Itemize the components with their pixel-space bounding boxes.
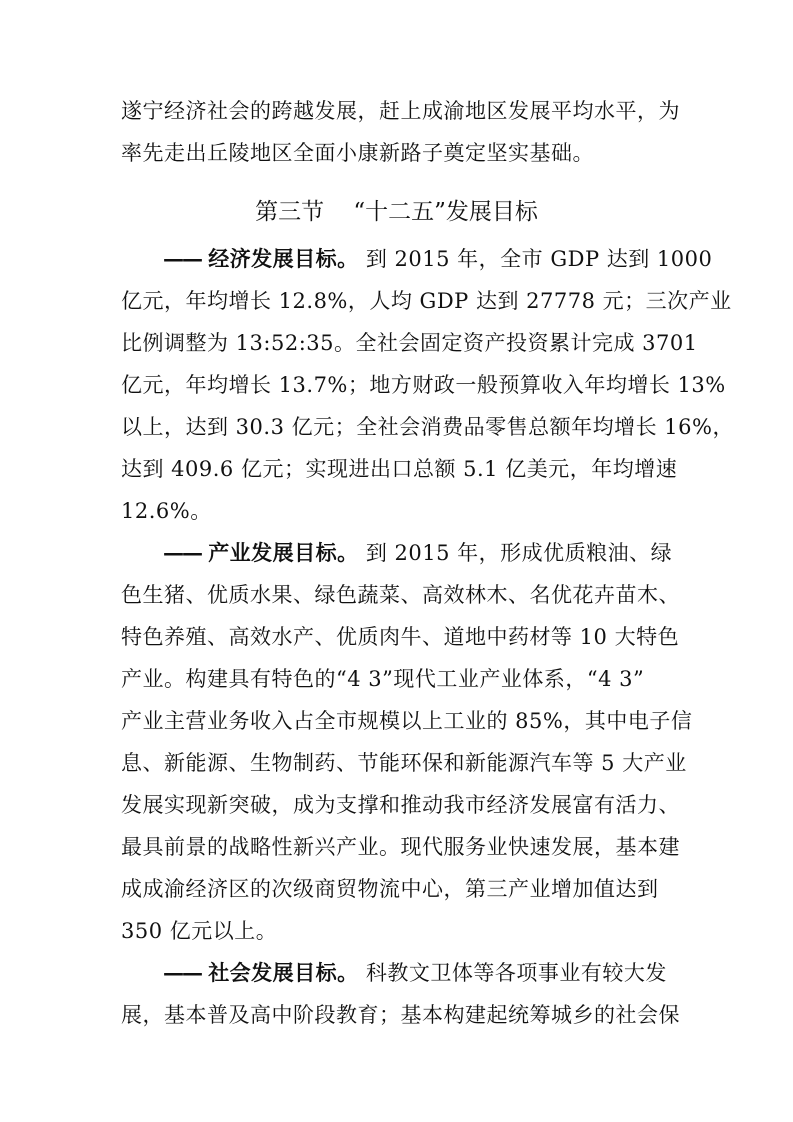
industry-line-5: 产业主营业务收入占全市规模以上工业的 85%，其中电子信	[121, 709, 693, 733]
industry-first-line-text: 到 2015 年，形成优质粮油、绿	[358, 541, 673, 565]
economic-dash: ——	[163, 246, 201, 271]
industry-title: 产业发展目标。	[208, 540, 359, 565]
industry-line-10: 350 亿元以上。	[121, 919, 278, 943]
industry-line-6: 息、新能源、生物制药、节能环保和新能源汽车等 5 大产业	[121, 751, 687, 775]
industry-line-7: 发展实现新突破，成为支撑和推动我市经济发展富有活力、	[121, 793, 680, 817]
industry-line-2: 色生猪、优质水果、绿色蔬菜、高效林木、名优花卉苗木、	[121, 583, 680, 607]
social-line-2: 展，基本普及高中阶段教育；基本构建起统筹城乡的社会保	[121, 1003, 680, 1027]
economic-first-line-text: 到 2015 年，全市 GDP 达到 1000	[358, 247, 713, 271]
economic-line-6: 达到 409.6 亿元；实现进出口总额 5.1 亿美元，年均增速	[121, 457, 678, 481]
industry-line-1	[121, 538, 723, 568]
social-title: 社会发展目标。	[208, 960, 359, 985]
social-line-1	[121, 958, 723, 988]
industry-line-9: 成成渝经济区的次级商贸物流中心，第三产业增加值达到	[121, 877, 659, 901]
intro-line-1: 遂宁经济社会的跨越发展，赶上成渝地区发展平均水平，为	[121, 99, 680, 123]
economic-line-3: 比例调整为 13:52:35。全社会固定资产投资累计完成 3701	[121, 331, 698, 355]
economic-line-7: 12.6%。	[121, 499, 212, 523]
industry-line-4: 产业。构建具有特色的“4 3”现代工业产业体系，“4 3”	[121, 667, 645, 691]
economic-title: 经济发展目标。	[208, 246, 359, 271]
industry-line-3: 特色养殖、高效水产、优质肉牛、道地中药材等 10 大特色	[121, 625, 680, 649]
section-heading: 第三节 “十二五”发展目标	[255, 199, 538, 225]
social-first-line-text: 科教文卫体等各项事业有较大发	[358, 961, 667, 985]
industry-line-8: 最具前景的战略性新兴产业。现代服务业快速发展，基本建	[121, 835, 680, 859]
industry-dash: ——	[163, 540, 201, 565]
social-dash: ——	[163, 960, 201, 985]
economic-line-2: 亿元，年均增长 12.8%，人均 GDP 达到 27778 元；三次产业	[121, 289, 732, 313]
intro-line-2: 率先走出丘陵地区全面小康新路子奠定坚实基础。	[121, 141, 594, 165]
economic-line-5: 以上，达到 30.3 亿元；全社会消费品零售总额年均增长 16%，	[121, 415, 734, 439]
economic-line-4: 亿元，年均增长 13.7%；地方财政一般预算收入年均增长 13%	[121, 373, 726, 397]
economic-line-1	[121, 244, 723, 274]
